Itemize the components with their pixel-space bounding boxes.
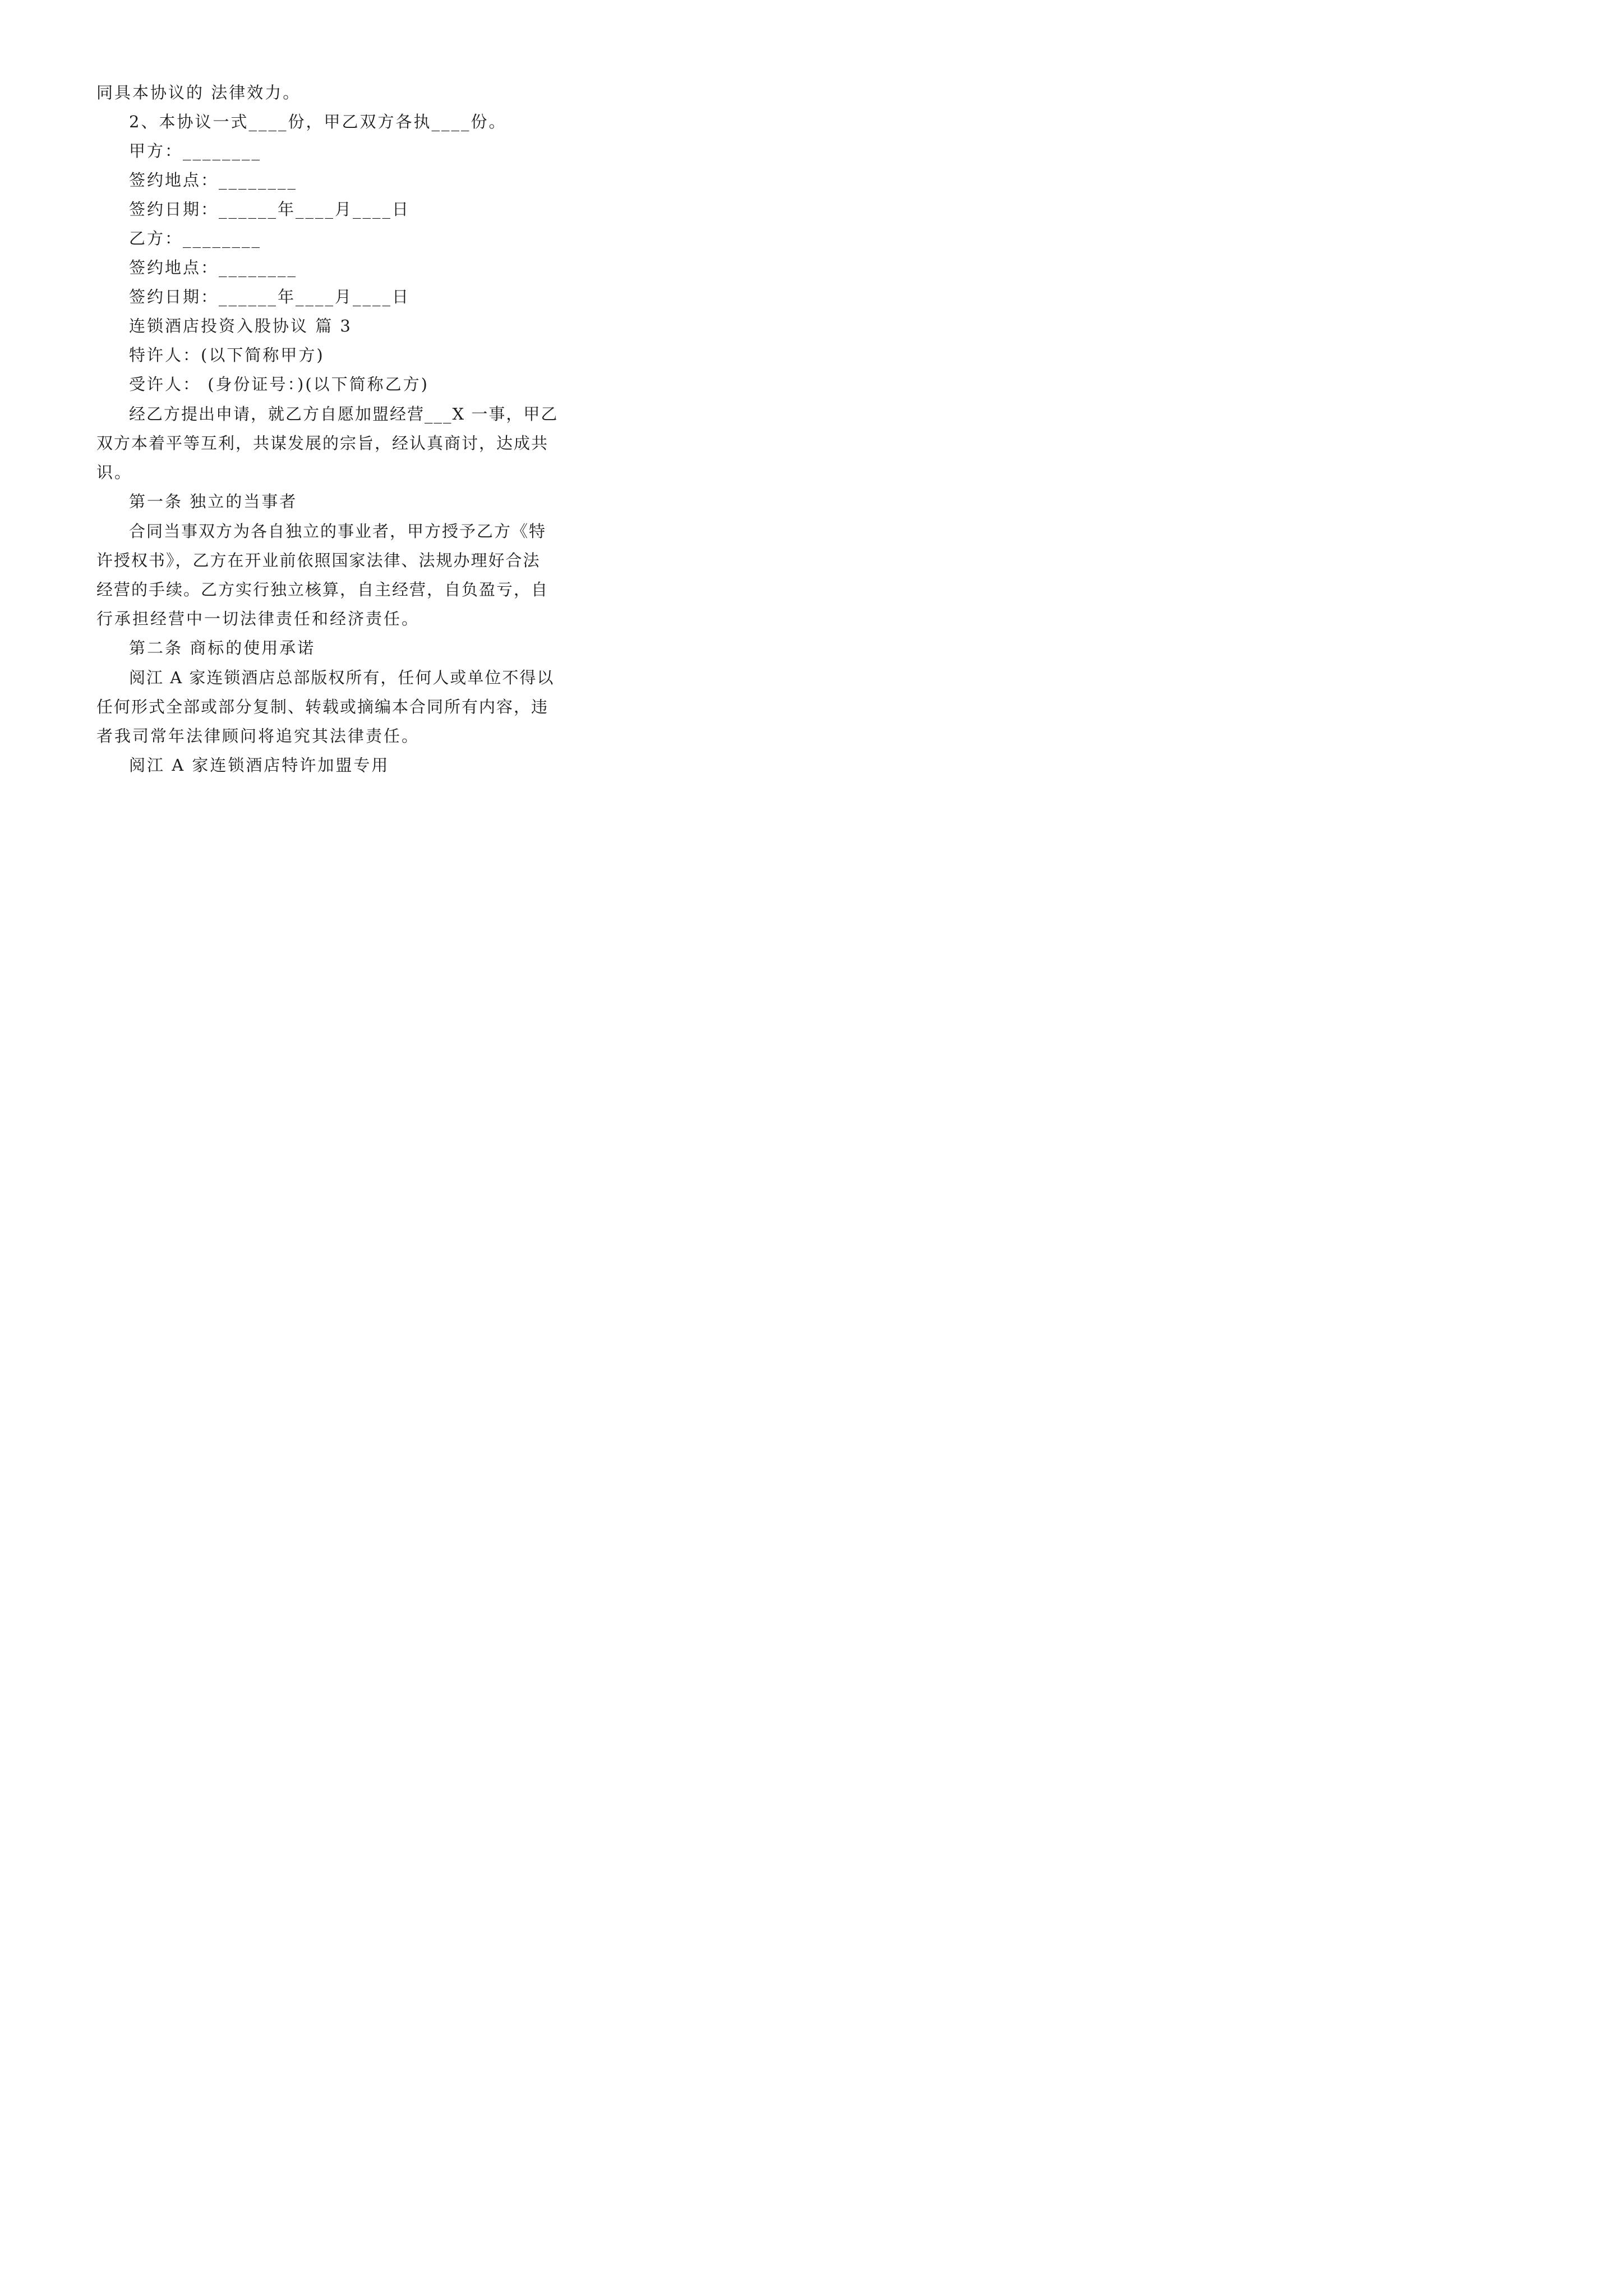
text-line: 经营的手续。乙方实行独立核算，自主经营，自负盈亏，自 (96, 580, 549, 599)
text-line: 签约日期：______年____月____日 (129, 200, 411, 219)
text-line: 双方本着平等互利，共谋发展的宗旨，经认真商讨，达成共 (96, 434, 549, 453)
text-line: 合同当事双方为各自独立的事业者，甲方授予乙方《特 (129, 522, 547, 541)
text-line: 许授权书》，乙方在开业前依照国家法律、法规办理好合法 (96, 551, 541, 570)
text-line: 经乙方提出申请，就乙方自愿加盟经营___X 一事，甲乙 (129, 404, 559, 424)
text-line: 识。 (96, 463, 133, 482)
text-line: 任何形式全部或部分复制、转载或摘编本合同所有内容，违 (96, 697, 549, 716)
text-line: 签约地点：________ (129, 258, 298, 277)
text-line: 签约日期：______年____月____日 (129, 287, 411, 306)
article-heading: 第一条 独立的当事者 (129, 492, 298, 511)
text-line: 2、本协议一式____份，甲乙双方各执____份。 (129, 112, 507, 131)
text-line: 阅江 A 家连锁酒店特许加盟专用 (129, 756, 390, 775)
text-line: 乙方：________ (129, 229, 262, 248)
text-line: 签约地点：________ (129, 171, 298, 190)
text-line: 受许人： (身份证号：)(以下简称乙方) (129, 375, 429, 394)
text-line: 行承担经营中一切法律责任和经济责任。 (96, 609, 420, 628)
text-line: 同具本协议的 法律效力。 (96, 83, 301, 102)
text-line: 者我司常年法律顾问将追究其法律责任。 (96, 726, 420, 746)
text-line: 特许人：(以下简称甲方) (129, 346, 325, 365)
section-heading: 连锁酒店投资入股协议 篇 3 (129, 316, 352, 335)
text-line: 甲方：________ (129, 141, 262, 160)
text-line: 阅江 A 家连锁酒店总部版权所有，任何人或单位不得以 (129, 668, 555, 687)
article-heading: 第二条 商标的使用承诺 (129, 638, 316, 657)
